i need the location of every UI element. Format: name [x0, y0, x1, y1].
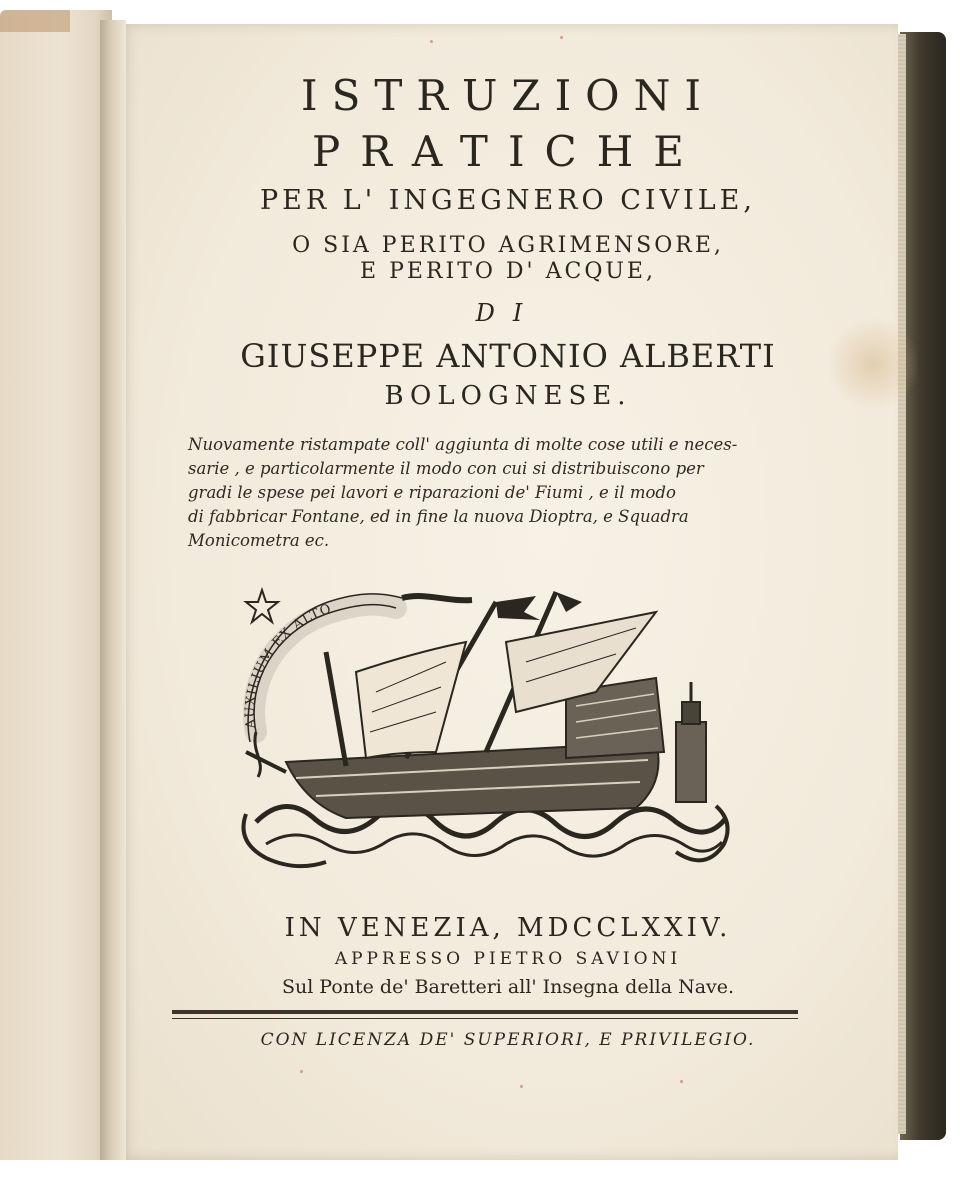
- red-fleck: [560, 36, 563, 39]
- description-line: Monicometra ec.: [188, 531, 330, 550]
- license-line: CON LICENZA DE' SUPERIORI, E PRIVILEGIO.: [260, 1030, 756, 1050]
- by-line: DI: [475, 299, 541, 327]
- device-motto: AUXILIUM EX ALTO: [243, 601, 334, 730]
- author-origin: BOLOGNESE.: [384, 381, 632, 411]
- description-line: sarie , e particolarmente il modo con cui si distribuiscono per: [188, 459, 704, 478]
- description-line: gradi le spese pei lavori e riparazioni de' Fiumi , e il modo: [188, 483, 676, 502]
- double-rule: [172, 1010, 798, 1014]
- red-fleck: [520, 1085, 523, 1088]
- title-line-2: PRATICHE: [312, 127, 704, 176]
- red-fleck: [430, 40, 433, 43]
- left-facing-page: [0, 10, 112, 1160]
- description-line: Nuovamente ristampate coll' aggiunta di molte cose utili e neces-: [188, 435, 738, 454]
- imprint-city: IN VENEZIA, MDCCLXXIV.: [284, 913, 732, 943]
- author-name: GIUSEPPE ANTONIO ALBERTI: [240, 337, 776, 375]
- double-rule-thin: [172, 1018, 798, 1019]
- description-line: di fabbricar Fontane, ed in fine la nuova Dioptra, e Squadra: [188, 507, 689, 526]
- red-fleck: [300, 1070, 303, 1073]
- red-fleck: [680, 1080, 683, 1083]
- worn-corner: [0, 10, 70, 32]
- subtitle-line-3: E PERITO D' ACQUE,: [360, 259, 656, 284]
- subtitle-line-2: O SIA PERITO AGRIMENSORE,: [292, 233, 724, 258]
- printers-device-ship: [236, 582, 736, 882]
- imprint-printer: APPRESSO PIETRO SAVIONI: [334, 949, 682, 969]
- imprint-address: Sul Ponte de' Baretteri all' Insegna della Nave.: [281, 976, 735, 998]
- subtitle-line-1: PER L' INGEGNERO CIVILE,: [260, 185, 756, 216]
- star-icon: [246, 590, 278, 622]
- back-cover: [900, 32, 946, 1140]
- title-line-1: ISTRUZIONI: [301, 71, 715, 120]
